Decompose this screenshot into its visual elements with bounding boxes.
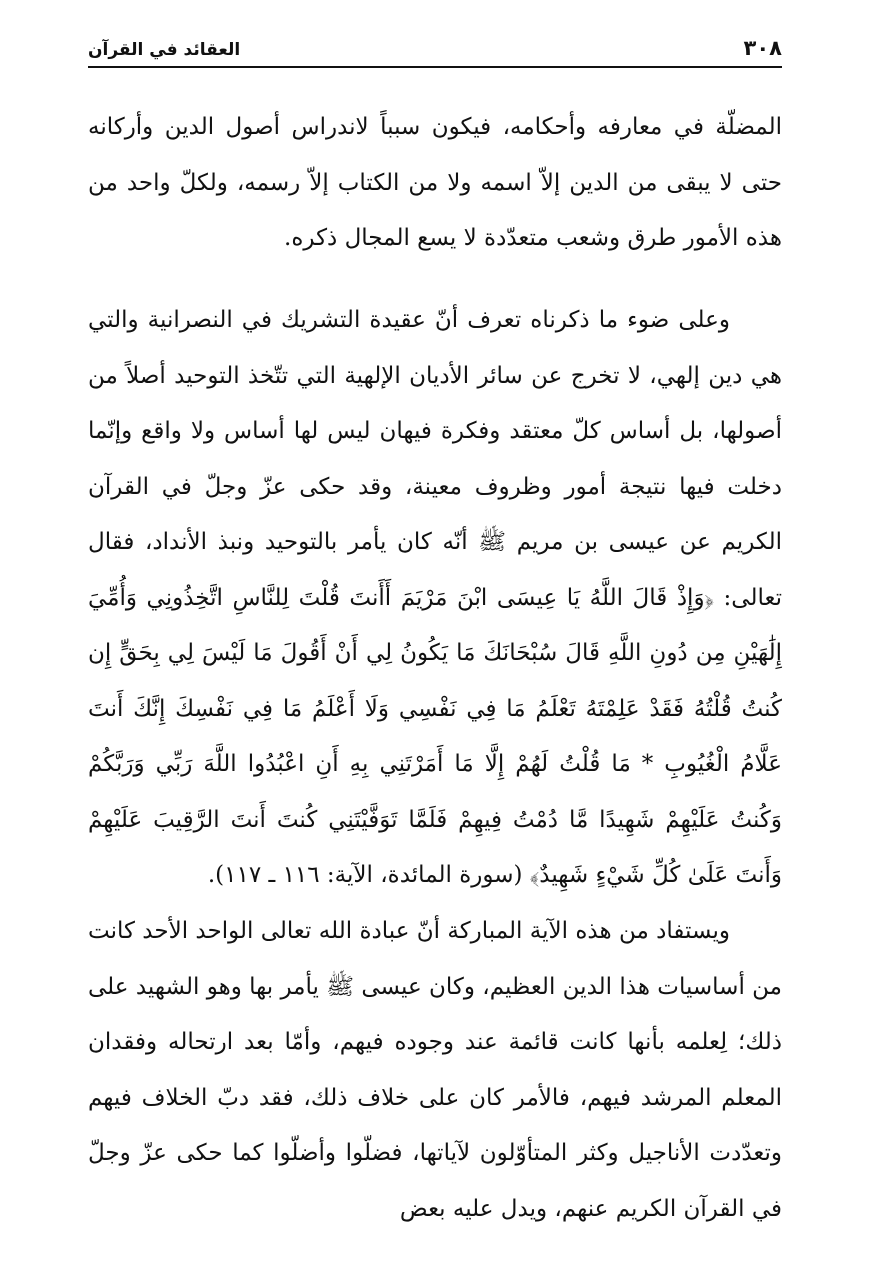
page-number: ٣٠٨: [743, 36, 782, 60]
paragraph-commentary: [88, 904, 782, 1237]
paragraph-text: المضلّة في معارفه وأحكامه، فيكون سبباً لاندراس أصول الدين وأركانه حتى لا يبقى من الدين إلاّ اسمه ولا من الكتاب إلاّ رسمه، ولكلّ واحد من هذه الأمور طرق وشعب متعدّدة لا يسع المجال ذكره.: [88, 114, 782, 251]
paragraph-quran-citation: [88, 293, 782, 904]
page-header: [88, 26, 782, 68]
paragraph-text: ويستفاد من هذه الآية المباركة أنّ عبادة الله تعالى الواحد الأحد كانت من أساسيات هذا الدين العظيم، وكان عيسى ﷺ يأمر بها وهو الشهيد على ذلك؛ لِعلمه بأنها كانت قائمة عند وجوده فيهم، وأمّا بعد ارتحاله وفقدان المعلم المرشد فيهم، فالأمر كان على خلاف ذلك، فقد دبّ الخلاف فيهم وتعدّدت الأناجيل وكثر المتأوّلون لآياتها، فضلّوا وأضلّوا كما حكى عزّ وجلّ في القرآن الكريم عنهم، ويدل عليه بعض: [88, 918, 783, 1222]
running-title: العقائد في القرآن: [88, 40, 241, 60]
paragraph-continuation: [88, 100, 782, 267]
paragraph-text: وعلى ضوء ما ذكرناه تعرف أنّ عقيدة التشريك في النصرانية والتي هي دين إلهي، لا تخرج عن سائر الأديان الإلهية التي تتّخذ التوحيد أصلاً من أصولها، بل أساس كلّ معتقد وفكرة فيهان ليس لها أساس ولا واقع وإنّما دخلت فيها نتيجة أمور وظروف معينة، وقد حكى عزّ وجلّ في القرآن الكريم عن عيسى بن مريم ﷺ أنّه كان يأمر بالتوحيد ونبذ الأنداد، فقال تعالى: ﴿وَإِذْ قَالَ اللَّهُ يَا عِيسَى ابْنَ مَرْيَمَ أَأَنتَ قُلْتَ لِلنَّاسِ اتَّخِذُونِي وَأُمِّيَ إِلَٰهَيْنِ مِن دُونِ اللَّهِ قَالَ سُبْحَانَكَ مَا يَكُونُ لِي أَنْ أَقُولَ مَا لَيْسَ لِي بِحَقٍّ إِن كُنتُ قُلْتُهُ فَقَدْ عَلِمْتَهُ تَعْلَمُ مَا فِي نَفْسِي وَلَا أَعْلَمُ مَا فِي نَفْسِكَ إِنَّكَ أَنتَ عَلَّامُ الْغُيُوبِ * مَا قُلْتُ لَهُمْ إِلَّا مَا أَمَرْتَنِي بِهِ أَنِ اعْبُدُوا اللَّهَ رَبِّي وَرَبَّكُمْ وَكُنتُ عَلَيْهِمْ شَهِيدًا مَّا دُمْتُ فِيهِمْ فَلَمَّا تَوَفَّيْتَنِي كُنتَ أَنتَ الرَّقِيبَ عَلَيْهِمْ وَأَنتَ عَلَىٰ كُلِّ شَيْءٍ شَهِيدٌ﴾ (سورة المائدة، الآية: ١١٦ ـ ١١٧).: [88, 307, 782, 888]
